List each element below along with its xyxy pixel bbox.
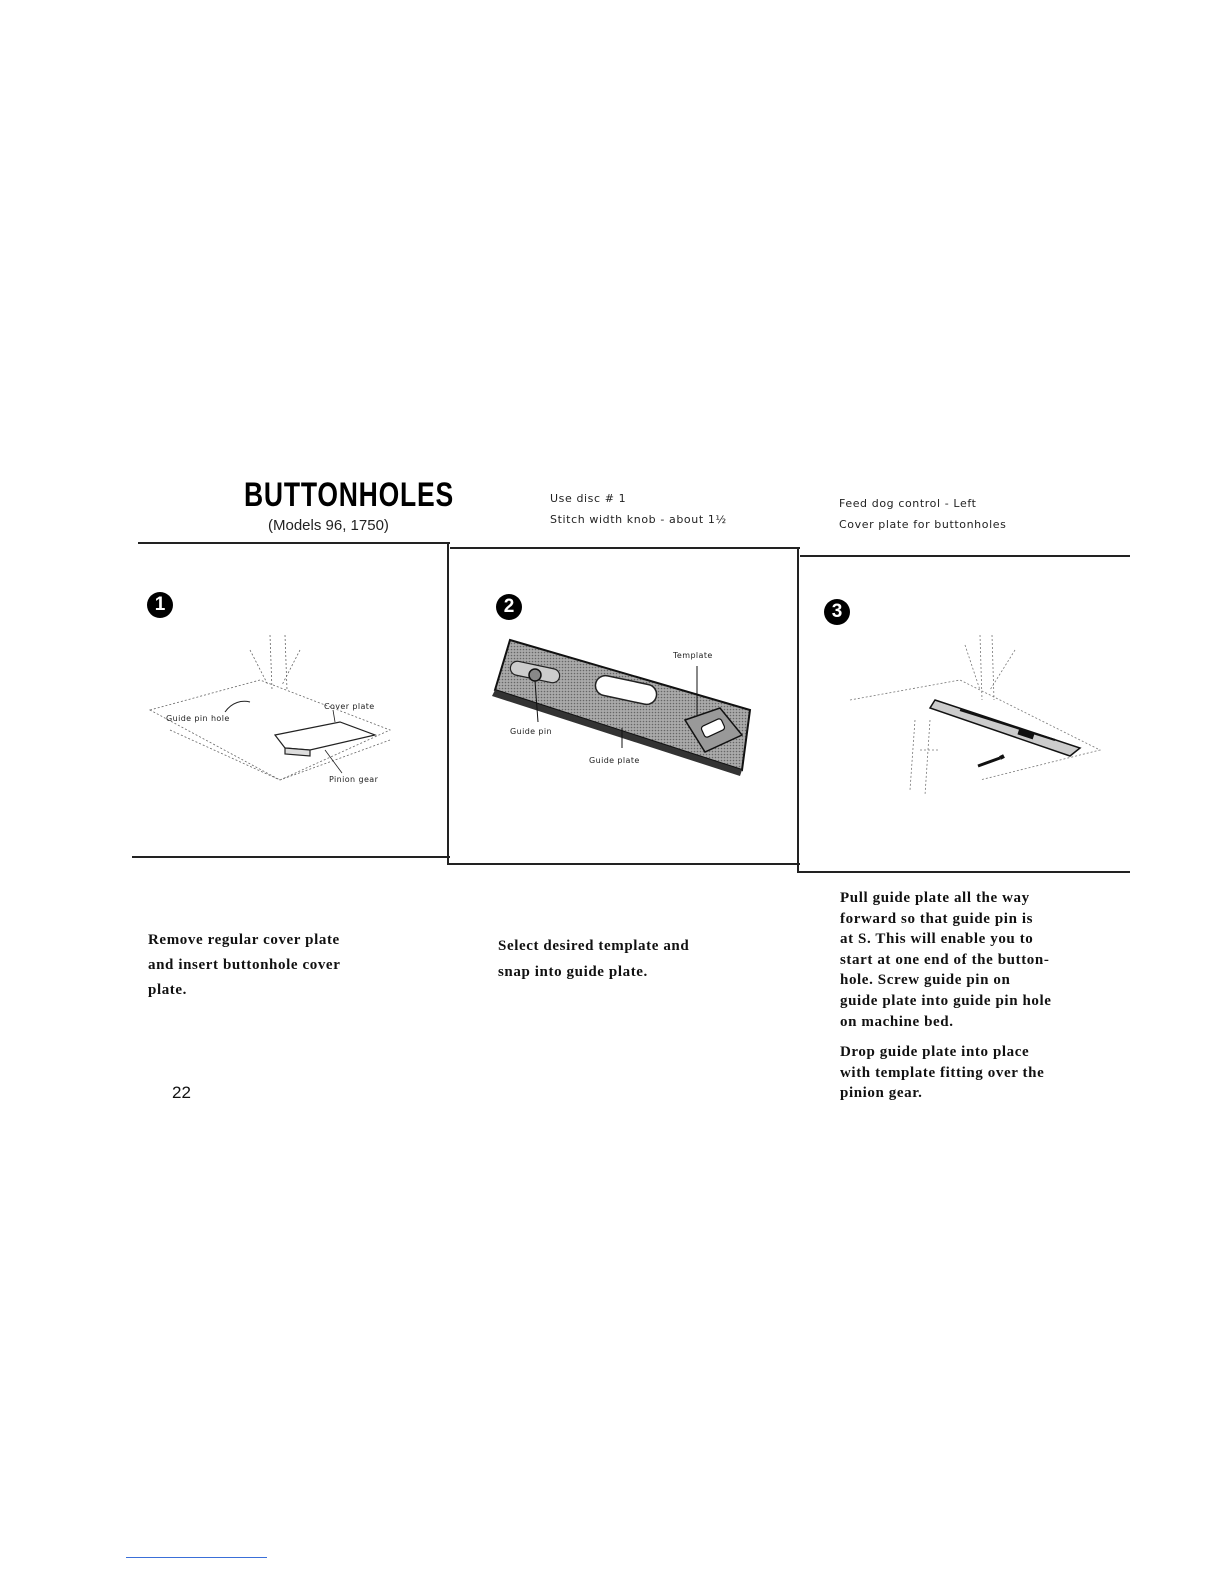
step-2-line: Select desired template and [498, 938, 690, 954]
page-title: BUTTONHOLES [244, 476, 454, 514]
settings-col3 [839, 493, 1006, 535]
step-3-line: Pull guide plate all the way [840, 890, 1030, 906]
step-3-line: start at one end of the button- [840, 951, 1050, 968]
step-2-line: snap into guide plate. [498, 964, 648, 980]
step-1-instructions [148, 928, 340, 1003]
step-3-line: hole. Screw guide pin on [840, 972, 1011, 989]
step-3-line: forward so that guide pin is [840, 910, 1034, 927]
bottom-rule-mid [447, 863, 800, 865]
step-1-line: plate. [148, 982, 188, 998]
step-3-number: 3 [824, 599, 850, 625]
step-3-line: Drop guide plate into place [840, 1044, 1030, 1061]
label-guide-pin: Guide pin [510, 727, 553, 736]
setting-stitch-width: Stitch width knob - about 1½ [550, 513, 727, 526]
top-rule-mid [450, 547, 800, 549]
step-1-number: 1 [147, 592, 173, 618]
step-3-line: guide plate into guide pin hole [840, 992, 1052, 1009]
step-3-line: pinion gear. [840, 1085, 923, 1102]
step-2-number: 2 [496, 594, 522, 620]
page-number: 22 [172, 1083, 191, 1102]
step-1-line: Remove regular cover plate [148, 932, 340, 948]
step-3-instructions [840, 888, 1102, 1104]
guide-plate-in-place-illustration [840, 630, 1110, 810]
label-guide-plate: Guide plate [589, 756, 640, 765]
settings-col2 [550, 488, 727, 530]
step-3-line: at S. This will enable you to [840, 931, 1034, 948]
bottom-rule-left [132, 856, 450, 858]
top-rule-left [138, 542, 450, 544]
label-template: Template [673, 651, 713, 660]
setting-disc: Use disc # 1 [550, 492, 627, 505]
top-rule-right [800, 555, 1130, 557]
page-subtitle: (Models 96, 1750) [268, 517, 389, 534]
bottom-rule-right [797, 871, 1130, 873]
step-3-line: on machine bed. [840, 1013, 954, 1030]
step-1-line: and insert buttonhole cover [148, 957, 341, 973]
label-cover-plate: Cover plate [324, 702, 375, 711]
divider-1 [447, 542, 449, 864]
label-pinion-gear: Pinion gear [329, 775, 379, 784]
divider-2 [797, 547, 799, 872]
setting-cover-plate: Cover plate for buttonholes [839, 518, 1007, 531]
step-3-line: with template fitting over the [840, 1064, 1045, 1081]
footer-rule [126, 1557, 267, 1558]
setting-feed-dog: Feed dog control - Left [839, 497, 977, 510]
step-2-instructions [498, 933, 689, 985]
label-guide-pin-hole: Guide pin hole [166, 714, 230, 723]
